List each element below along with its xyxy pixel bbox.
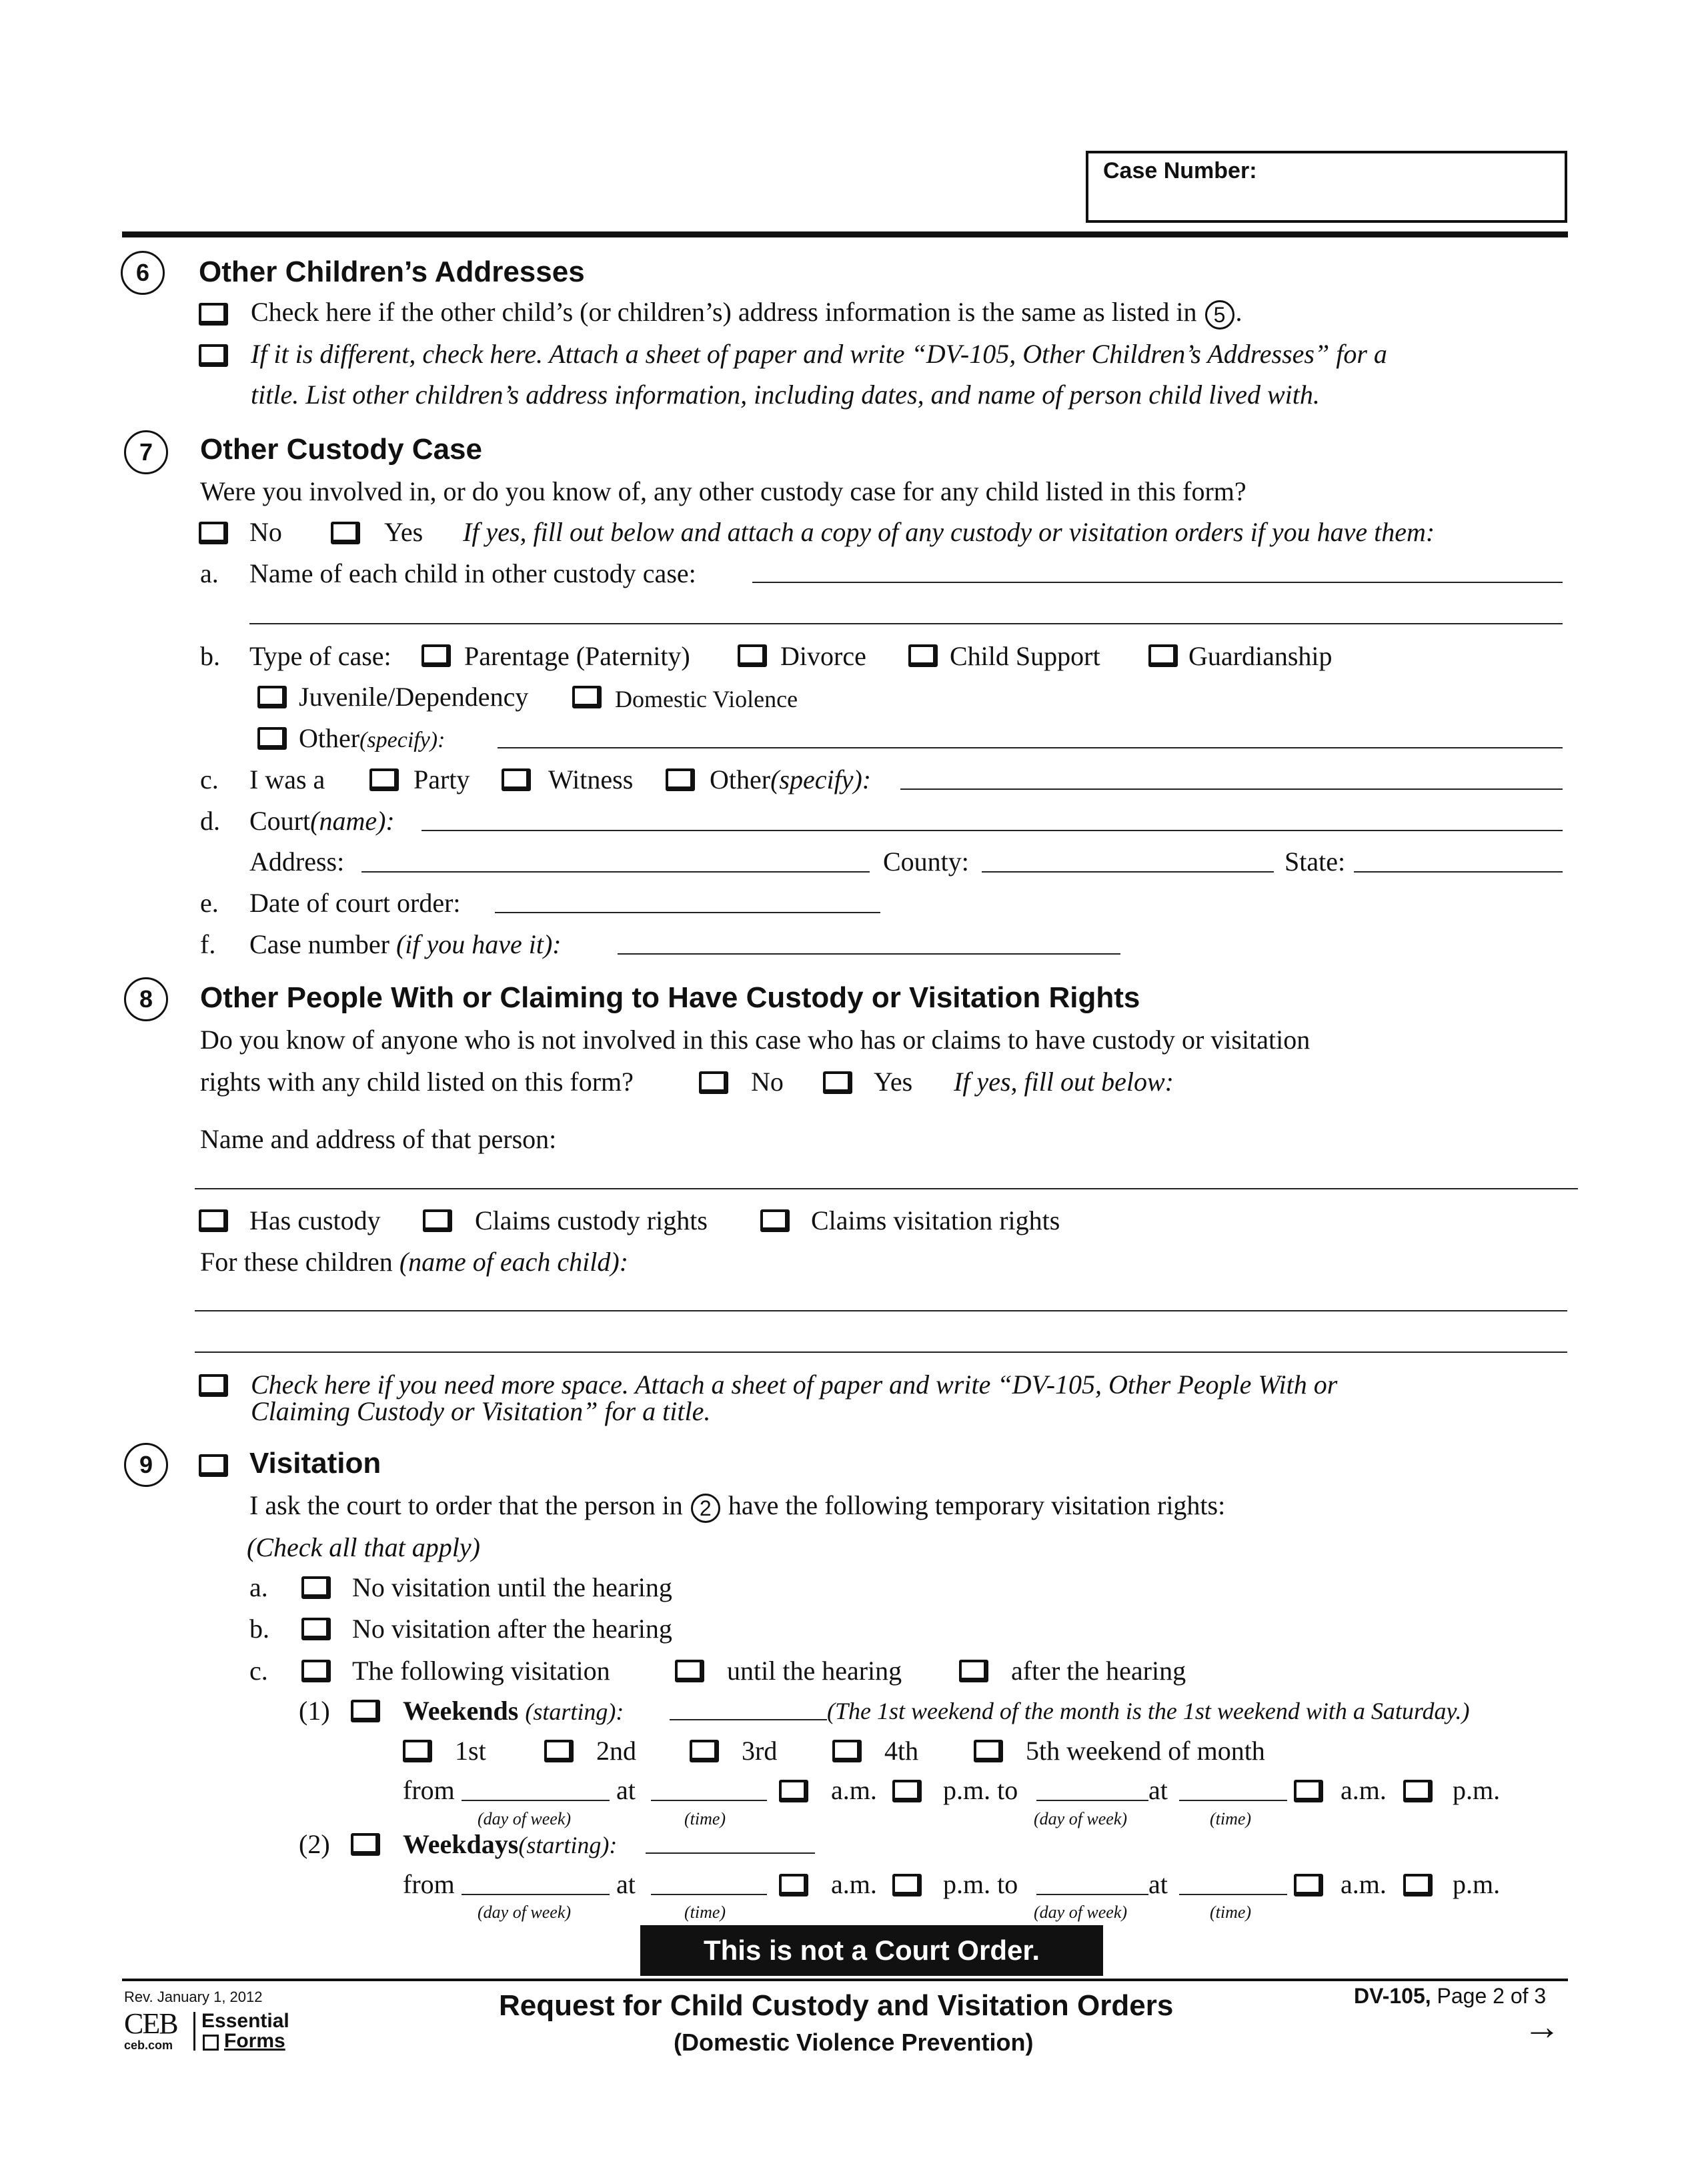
s9-a-checkbox[interactable] bbox=[301, 1576, 331, 1599]
s7-d-court-name-hint: (name): bbox=[310, 806, 395, 836]
s9-check-all: (Check all that apply) bbox=[247, 1532, 480, 1562]
s6-same-address-checkbox[interactable] bbox=[199, 303, 228, 326]
s6-different-address-line1: If it is different, check here. Attach a sheet of paper and write “DV-105, Other Children’s Addresses” for a bbox=[251, 339, 1387, 369]
s7-b-parentage-label: Parentage (Paternity) bbox=[464, 641, 690, 671]
s9-weekend-3rd-label: 3rd bbox=[742, 1736, 778, 1766]
s7-f-case-number-line[interactable] bbox=[618, 953, 1120, 955]
s7-c-other-specify: (specify): bbox=[770, 764, 872, 794]
s7-d-letter: d. bbox=[200, 806, 220, 836]
s7-b-other-text bbox=[299, 722, 445, 756]
s9-weekdays-starting: (starting): bbox=[518, 1832, 618, 1858]
s6-same-address-label: Check here if the other child’s (or children’s) address information is the same as listed in bbox=[251, 297, 1197, 327]
s8-claims-visitation-checkbox[interactable] bbox=[760, 1209, 790, 1232]
s9-w1-to-am-checkbox[interactable] bbox=[1294, 1780, 1323, 1802]
case-number-box[interactable] bbox=[1086, 151, 1567, 223]
s9-c-after-hearing-checkbox[interactable] bbox=[959, 1660, 988, 1682]
s9-w1-caption-from-day: (day of week) bbox=[478, 1809, 572, 1828]
essential-forms-line1: Essential bbox=[201, 2010, 289, 2032]
s7-b-juvenile-label: Juvenile/Dependency bbox=[299, 682, 529, 712]
s8-children-text bbox=[200, 1246, 628, 1278]
s7-b-divorce-checkbox[interactable] bbox=[738, 644, 767, 667]
s8-question-line2: rights with any child listed on this form? bbox=[200, 1067, 634, 1097]
s9-weekend-2nd-label: 2nd bbox=[596, 1736, 636, 1766]
s7-no-label: No bbox=[249, 517, 282, 547]
s9-weekends-number: (1) bbox=[299, 1696, 330, 1726]
s9-weekends-text bbox=[403, 1695, 624, 1728]
ceb-logo-site: ceb.com bbox=[124, 2039, 173, 2052]
s7-a-line-1[interactable] bbox=[752, 582, 1563, 583]
s9-weekend-2nd-checkbox[interactable] bbox=[544, 1740, 574, 1762]
s9-w2-from-am-label: a.m. bbox=[831, 1869, 877, 1899]
s7-b-label: Type of case: bbox=[249, 641, 391, 671]
s9-w1-caption-to-time: (time) bbox=[1210, 1809, 1252, 1828]
s9-w2-to-pm-label: p.m. bbox=[1453, 1869, 1501, 1899]
s9-weekdays-text bbox=[403, 1828, 617, 1861]
s7-d-state-label: State: bbox=[1285, 847, 1346, 877]
ceb-logo bbox=[124, 2009, 311, 2052]
s9-w2-to-pm-checkbox[interactable] bbox=[1403, 1874, 1433, 1896]
s7-b-domestic-violence-label: Domestic Violence bbox=[615, 686, 798, 712]
s8-no-label: No bbox=[751, 1067, 784, 1097]
s7-b-child-support-checkbox[interactable] bbox=[908, 644, 938, 667]
s9-weekends-starting: (starting): bbox=[525, 1698, 624, 1725]
s9-intro-text bbox=[249, 1490, 1225, 1523]
s6-same-address-period: . bbox=[1235, 297, 1242, 327]
next-page-arrow-icon[interactable]: → bbox=[1523, 2005, 1561, 2047]
s9-w2-at-label: at bbox=[616, 1869, 636, 1899]
s9-c-label: The following visitation bbox=[352, 1656, 610, 1686]
s9-w1-to-day-line[interactable] bbox=[1036, 1800, 1148, 1801]
s9-weekend-4th-label: 4th bbox=[884, 1736, 919, 1766]
s7-b-guardianship-label: Guardianship bbox=[1188, 641, 1333, 671]
s8-yes-label: Yes bbox=[874, 1067, 913, 1097]
s7-c-letter: c. bbox=[200, 764, 219, 794]
s8-no-checkbox[interactable] bbox=[699, 1071, 728, 1094]
s7-d-county-label: County: bbox=[883, 847, 969, 877]
s9-weekend-1st-checkbox[interactable] bbox=[403, 1740, 432, 1762]
s7-d-court-line[interactable] bbox=[421, 830, 1563, 831]
s9-weekend-1st-label: 1st bbox=[455, 1736, 486, 1766]
s7-f-label: Case number bbox=[249, 929, 389, 959]
s7-a-line-2[interactable] bbox=[249, 623, 1563, 624]
section-7-number: 7 bbox=[124, 430, 168, 474]
section-6-title: Other Children’s Addresses bbox=[199, 255, 585, 288]
s9-w2-caption-to-time: (time) bbox=[1210, 1902, 1252, 1922]
s9-weekdays-label: Weekdays bbox=[403, 1829, 519, 1859]
essential-forms-line2: Forms bbox=[224, 2030, 285, 2052]
s7-b-other-checkbox[interactable] bbox=[257, 727, 287, 750]
s7-question: Were you involved in, or do you know of, any other custody case for any child listed in this form? bbox=[200, 476, 1246, 506]
footer-page-info bbox=[1354, 1983, 1546, 2009]
s9-w1-caption-to-day: (day of week) bbox=[1034, 1809, 1128, 1828]
s9-w1-caption-from-time: (time) bbox=[684, 1809, 726, 1828]
s7-c-other-line[interactable] bbox=[900, 788, 1563, 790]
s7-e-label: Date of court order: bbox=[249, 888, 461, 918]
forms-icon bbox=[203, 2035, 219, 2051]
s6-reference-item-5: 5 bbox=[1205, 300, 1234, 330]
s9-w2-caption-from-time: (time) bbox=[684, 1902, 726, 1922]
s9-w1-to-time-line[interactable] bbox=[1179, 1800, 1287, 1801]
s8-yes-note: If yes, fill out below: bbox=[954, 1067, 1174, 1097]
s9-weekends-label: Weekends bbox=[403, 1696, 519, 1726]
s7-b-guardianship-checkbox[interactable] bbox=[1148, 644, 1178, 667]
s7-yes-label: Yes bbox=[384, 517, 423, 547]
s7-b-letter: b. bbox=[200, 641, 220, 671]
s9-w1-from-am-checkbox[interactable] bbox=[779, 1780, 808, 1802]
s9-w1-pm-to-label: p.m. to bbox=[943, 1775, 1018, 1805]
s9-w1-to-am-label: a.m. bbox=[1341, 1775, 1387, 1805]
ceb-logo-mark: CEB bbox=[124, 2007, 177, 2040]
s9-w2-pm-to-label: p.m. to bbox=[943, 1869, 1018, 1899]
s9-weekends-checkbox[interactable] bbox=[351, 1700, 380, 1722]
s9-w1-from-pm-checkbox[interactable] bbox=[892, 1780, 922, 1802]
s8-name-address-line[interactable] bbox=[195, 1188, 1578, 1189]
s9-c-until-hearing-checkbox[interactable] bbox=[675, 1660, 704, 1682]
s9-weekend-4th-checkbox[interactable] bbox=[832, 1740, 862, 1762]
s9-intro-pre: I ask the court to order that the person in bbox=[249, 1490, 683, 1520]
s7-d-county-line[interactable] bbox=[982, 871, 1274, 873]
s7-yes-checkbox[interactable] bbox=[331, 522, 360, 544]
s7-no-checkbox[interactable] bbox=[199, 522, 228, 544]
s7-yes-note: If yes, fill out below and attach a copy of any custody or visitation orders if you have them: bbox=[463, 517, 1435, 547]
s9-w2-from-label: from bbox=[403, 1869, 455, 1899]
s6-different-address-line2: title. List other children’s address information, including dates, and name of person child lived with. bbox=[251, 380, 1320, 410]
section-9-title: Visitation bbox=[249, 1447, 381, 1480]
s9-w1-from-day-line[interactable] bbox=[462, 1800, 610, 1801]
s9-reference-item-2: 2 bbox=[691, 1494, 720, 1523]
s9-c-letter: c. bbox=[249, 1656, 268, 1686]
s6-same-address-text bbox=[251, 296, 1242, 330]
s9-w1-from-label: from bbox=[403, 1775, 455, 1805]
section-7-title: Other Custody Case bbox=[200, 433, 482, 466]
s7-b-domestic-violence-checkbox[interactable] bbox=[572, 686, 602, 708]
s8-yes-checkbox[interactable] bbox=[823, 1071, 852, 1094]
not-court-order-banner: This is not a Court Order. bbox=[640, 1925, 1103, 1976]
s9-weekends-starting-line[interactable] bbox=[670, 1719, 827, 1720]
s9-w1-at-label: at bbox=[616, 1775, 636, 1805]
s9-weekdays-starting-line[interactable] bbox=[646, 1852, 815, 1854]
s9-weekdays-checkbox[interactable] bbox=[351, 1833, 380, 1856]
case-number-label: Case Number: bbox=[1103, 158, 1257, 183]
s9-w2-from-day-line[interactable] bbox=[462, 1894, 610, 1895]
s7-d-state-line[interactable] bbox=[1354, 871, 1563, 873]
s9-w2-caption-to-day: (day of week) bbox=[1034, 1902, 1128, 1922]
footer-revision: Rev. January 1, 2012 bbox=[124, 1989, 263, 2005]
s6-different-address-checkbox[interactable] bbox=[199, 344, 228, 367]
s9-w2-from-time-line[interactable] bbox=[651, 1894, 767, 1895]
s9-visitation-checkbox[interactable] bbox=[199, 1454, 228, 1477]
footer-page-number: Page 2 of 3 bbox=[1437, 1984, 1547, 2008]
s7-b-child-support-label: Child Support bbox=[950, 641, 1100, 671]
s8-claims-custody-checkbox[interactable] bbox=[423, 1209, 452, 1232]
s7-c-label: I was a bbox=[249, 764, 325, 794]
s7-a-letter: a. bbox=[200, 558, 219, 588]
s7-c-witness-label: Witness bbox=[548, 764, 634, 794]
footer-rule bbox=[122, 1979, 1568, 1981]
s7-c-other-checkbox[interactable] bbox=[666, 768, 695, 791]
s7-c-party-checkbox[interactable] bbox=[369, 768, 399, 791]
s9-weekend-3rd-checkbox[interactable] bbox=[690, 1740, 719, 1762]
s7-d-text bbox=[249, 805, 395, 837]
s9-weekend-5th-label: 5th weekend of month bbox=[1026, 1736, 1265, 1766]
s7-c-witness-checkbox[interactable] bbox=[502, 768, 531, 791]
s9-w2-to-am-label: a.m. bbox=[1341, 1869, 1387, 1899]
s7-d-address-line[interactable] bbox=[361, 871, 870, 873]
s9-c-checkbox[interactable] bbox=[301, 1660, 331, 1682]
s8-name-address-label: Name and address of that person: bbox=[200, 1124, 557, 1154]
s8-children-line-2[interactable] bbox=[195, 1351, 1567, 1353]
s7-d-court-label: Court bbox=[249, 806, 311, 836]
s7-f-text bbox=[249, 929, 562, 961]
s7-b-divorce-label: Divorce bbox=[780, 641, 866, 671]
s9-w2-caption-from-day: (day of week) bbox=[478, 1902, 572, 1922]
s9-w1-from-time-line[interactable] bbox=[651, 1800, 767, 1801]
s9-w1-to-pm-checkbox[interactable] bbox=[1403, 1780, 1433, 1802]
section-6-number: 6 bbox=[121, 251, 165, 295]
s9-w2-to-time-line[interactable] bbox=[1179, 1894, 1287, 1895]
footer-subtitle: (Domestic Violence Prevention) bbox=[674, 2029, 1034, 2056]
s7-c-other-label: Other bbox=[710, 764, 771, 794]
s7-a-label: Name of each child in other custody case: bbox=[249, 558, 696, 588]
section-8-number: 8 bbox=[124, 977, 168, 1021]
s8-has-custody-checkbox[interactable] bbox=[199, 1209, 228, 1232]
s8-question-line1: Do you know of anyone who is not involved in this case who has or claims to have custody or visitation bbox=[200, 1025, 1311, 1055]
s8-children-line-1[interactable] bbox=[195, 1310, 1567, 1311]
s8-more-space-line1: Check here if you need more space. Attach a sheet of paper and write “DV-105, Other People With or bbox=[251, 1370, 1338, 1400]
s9-b-letter: b. bbox=[249, 1614, 269, 1644]
s7-c-party-label: Party bbox=[413, 764, 470, 794]
s8-children-label: For these children bbox=[200, 1247, 393, 1277]
logo-divider bbox=[193, 2012, 195, 2051]
footer-title: Request for Child Custody and Visitation Orders bbox=[499, 1989, 1174, 2022]
s9-weekdays-number: (2) bbox=[299, 1829, 330, 1859]
s8-has-custody-label: Has custody bbox=[249, 1205, 381, 1235]
s9-intro-post: have the following temporary visitation rights: bbox=[728, 1490, 1226, 1520]
footer-form-id: DV-105, bbox=[1354, 1984, 1431, 2008]
s9-w2-to-day-line[interactable] bbox=[1036, 1894, 1148, 1895]
s9-weekends-note: (The 1st weekend of the month is the 1st weekend with a Saturday.) bbox=[827, 1698, 1470, 1724]
s9-c-until-hearing-label: until the hearing bbox=[727, 1656, 902, 1686]
s9-w1-to-pm-label: p.m. bbox=[1453, 1775, 1501, 1805]
s8-claims-visitation-label: Claims visitation rights bbox=[811, 1205, 1060, 1235]
s7-b-juvenile-checkbox[interactable] bbox=[257, 686, 287, 708]
s7-f-note: (if you have it): bbox=[395, 929, 562, 959]
s9-b-label: No visitation after the hearing bbox=[352, 1614, 672, 1644]
s7-b-other-specify: (specify): bbox=[359, 728, 446, 752]
s8-children-note: (name of each child): bbox=[399, 1247, 629, 1277]
s9-a-label: No visitation until the hearing bbox=[352, 1572, 672, 1602]
s8-claims-custody-label: Claims custody rights bbox=[475, 1205, 708, 1235]
s7-b-other-line[interactable] bbox=[498, 747, 1563, 748]
s9-w2-from-am-checkbox[interactable] bbox=[779, 1874, 808, 1896]
s9-w2-to-am-checkbox[interactable] bbox=[1294, 1874, 1323, 1896]
s9-b-checkbox[interactable] bbox=[301, 1618, 331, 1640]
s7-b-other-label: Other bbox=[299, 723, 360, 753]
header-rule bbox=[122, 231, 1568, 237]
s9-w1-from-am-label: a.m. bbox=[831, 1775, 877, 1805]
s8-more-space-line2: Claiming Custody or Visitation” for a title. bbox=[251, 1396, 711, 1426]
s9-w1-at2-label: at bbox=[1148, 1775, 1168, 1805]
s9-a-letter: a. bbox=[249, 1572, 268, 1602]
s9-weekend-5th-checkbox[interactable] bbox=[974, 1740, 1003, 1762]
s7-b-parentage-checkbox[interactable] bbox=[421, 644, 451, 667]
section-8-title: Other People With or Claiming to Have Custody or Visitation Rights bbox=[200, 981, 1140, 1014]
s7-e-letter: e. bbox=[200, 888, 219, 918]
s9-w2-at2-label: at bbox=[1148, 1869, 1168, 1899]
s9-w2-from-pm-checkbox[interactable] bbox=[892, 1874, 922, 1896]
section-9-number: 9 bbox=[124, 1443, 168, 1487]
s7-f-letter: f. bbox=[200, 929, 216, 959]
s7-c-other-text bbox=[710, 764, 871, 796]
s7-d-address-label: Address: bbox=[249, 847, 345, 877]
s8-more-space-checkbox[interactable] bbox=[199, 1374, 228, 1397]
s9-c-after-hearing-label: after the hearing bbox=[1011, 1656, 1186, 1686]
s7-e-date-line[interactable] bbox=[495, 912, 880, 913]
